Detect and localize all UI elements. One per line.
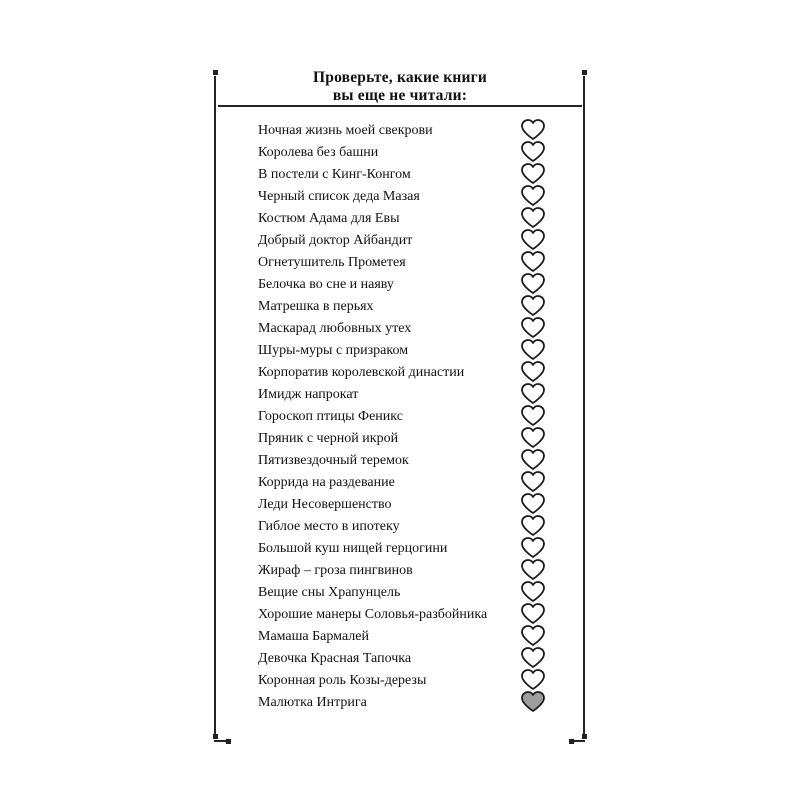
- book-list-item: [258, 450, 558, 472]
- book-list-item: [258, 186, 558, 208]
- book-list-item: [258, 120, 558, 142]
- heart-checkbox-icon[interactable]: [520, 690, 546, 714]
- frame-corner-bottom-left-end: [226, 739, 231, 744]
- book-title: Королева без башни: [258, 145, 379, 160]
- book-list-item: [258, 560, 558, 582]
- heart-checkbox-icon[interactable]: [520, 492, 546, 516]
- book-list-item: [258, 362, 558, 384]
- book-title: Матрешка в перьях: [258, 299, 374, 314]
- book-list-item: [258, 274, 558, 296]
- frame-corner-top-right: [582, 70, 587, 75]
- book-title: Пятизвездочный теремок: [258, 453, 409, 468]
- title-divider: [218, 105, 582, 107]
- heart-checkbox-icon[interactable]: [520, 580, 546, 604]
- book-list-item: [258, 582, 558, 604]
- heart-checkbox-icon[interactable]: [520, 162, 546, 186]
- book-title: Малютка Интрига: [258, 695, 367, 710]
- book-title: Коронная роль Козы-дерезы: [258, 673, 427, 688]
- heart-checkbox-icon[interactable]: [520, 272, 546, 296]
- book-list-item: [258, 252, 558, 274]
- book-list-item: [258, 428, 558, 450]
- heart-checkbox-icon[interactable]: [520, 250, 546, 274]
- heart-checkbox-icon[interactable]: [520, 646, 546, 670]
- heart-checkbox-icon[interactable]: [520, 624, 546, 648]
- book-title: Огнетушитель Прометея: [258, 255, 406, 270]
- book-list-item: [258, 142, 558, 164]
- book-list-item: [258, 626, 558, 648]
- book-list-item: [258, 406, 558, 428]
- book-title: Белочка во сне и наяву: [258, 277, 394, 292]
- book-title: Леди Несовершенство: [258, 497, 392, 512]
- frame-corner-bottom-right-end: [569, 739, 574, 744]
- book-list-item: [258, 384, 558, 406]
- heart-checkbox-icon[interactable]: [520, 338, 546, 362]
- book-list-item: [258, 296, 558, 318]
- book-title: Черный список деда Мазая: [258, 189, 420, 204]
- book-title: Имидж напрокат: [258, 387, 359, 402]
- book-title: Вещие сны Храпунцель: [258, 585, 401, 600]
- frame-corner-bottom-left: [213, 734, 218, 739]
- heart-checkbox-icon[interactable]: [520, 558, 546, 582]
- book-title: Шуры-муры с призраком: [258, 343, 409, 358]
- heart-checkbox-icon[interactable]: [520, 514, 546, 538]
- book-title: Ночная жизнь моей свекрови: [258, 123, 433, 138]
- book-title: Коррида на раздевание: [258, 475, 395, 490]
- book-title: Маскарад любовных утех: [258, 321, 412, 336]
- book-title: Гиблое место в ипотеку: [258, 519, 400, 534]
- book-list-item: [258, 208, 558, 230]
- book-list-item: [258, 604, 558, 626]
- title-line-2: вы еще не читали:: [332, 87, 468, 104]
- book-list-item: [258, 670, 558, 692]
- book-title: Мамаша Бармалей: [258, 629, 369, 644]
- book-list-item: [258, 230, 558, 252]
- heart-checkbox-icon[interactable]: [520, 668, 546, 692]
- book-list-item: [258, 340, 558, 362]
- book-title: Хорошие манеры Соловья-разбойника: [258, 607, 488, 622]
- heart-checkbox-icon[interactable]: [520, 448, 546, 472]
- frame-corner-bottom-right: [582, 734, 587, 739]
- page-title: [218, 69, 582, 105]
- book-title: Девочка Красная Тапочка: [258, 651, 412, 666]
- book-title: Большой куш нищей герцогини: [258, 541, 448, 556]
- book-title: Корпоратив королевской династии: [258, 365, 465, 380]
- book-list-item: [258, 472, 558, 494]
- book-list-item: [258, 494, 558, 516]
- heart-checkbox-icon[interactable]: [520, 228, 546, 252]
- book-list-item: [258, 692, 558, 714]
- book-list-item: [258, 318, 558, 340]
- book-list-item: [258, 516, 558, 538]
- heart-checkbox-icon[interactable]: [520, 206, 546, 230]
- title-line-1: Проверьте, какие книги: [313, 69, 487, 86]
- heart-checkbox-icon[interactable]: [520, 602, 546, 626]
- book-list-item: [258, 164, 558, 186]
- heart-checkbox-icon[interactable]: [520, 404, 546, 428]
- book-title: Пряник с черной икрой: [258, 431, 399, 446]
- heart-checkbox-icon[interactable]: [520, 118, 546, 142]
- book-title: Добрый доктор Айбандит: [258, 233, 413, 248]
- frame-right-line: [583, 76, 585, 734]
- book-title: Костюм Адама для Евы: [258, 211, 400, 226]
- book-title: В постели с Кинг-Конгом: [258, 167, 411, 182]
- heart-checkbox-icon[interactable]: [520, 140, 546, 164]
- heart-checkbox-icon[interactable]: [520, 294, 546, 318]
- book-list-item: [258, 648, 558, 670]
- frame-left-line: [214, 76, 216, 734]
- heart-checkbox-icon[interactable]: [520, 426, 546, 450]
- heart-checkbox-icon[interactable]: [520, 184, 546, 208]
- book-list-item: [258, 538, 558, 560]
- book-title: Жираф – гроза пингвинов: [258, 563, 413, 578]
- heart-checkbox-icon[interactable]: [520, 470, 546, 494]
- heart-checkbox-icon[interactable]: [520, 360, 546, 384]
- heart-checkbox-icon[interactable]: [520, 536, 546, 560]
- heart-checkbox-icon[interactable]: [520, 382, 546, 406]
- heart-checkbox-icon[interactable]: [520, 316, 546, 340]
- book-title: Гороскоп птицы Феникс: [258, 409, 403, 424]
